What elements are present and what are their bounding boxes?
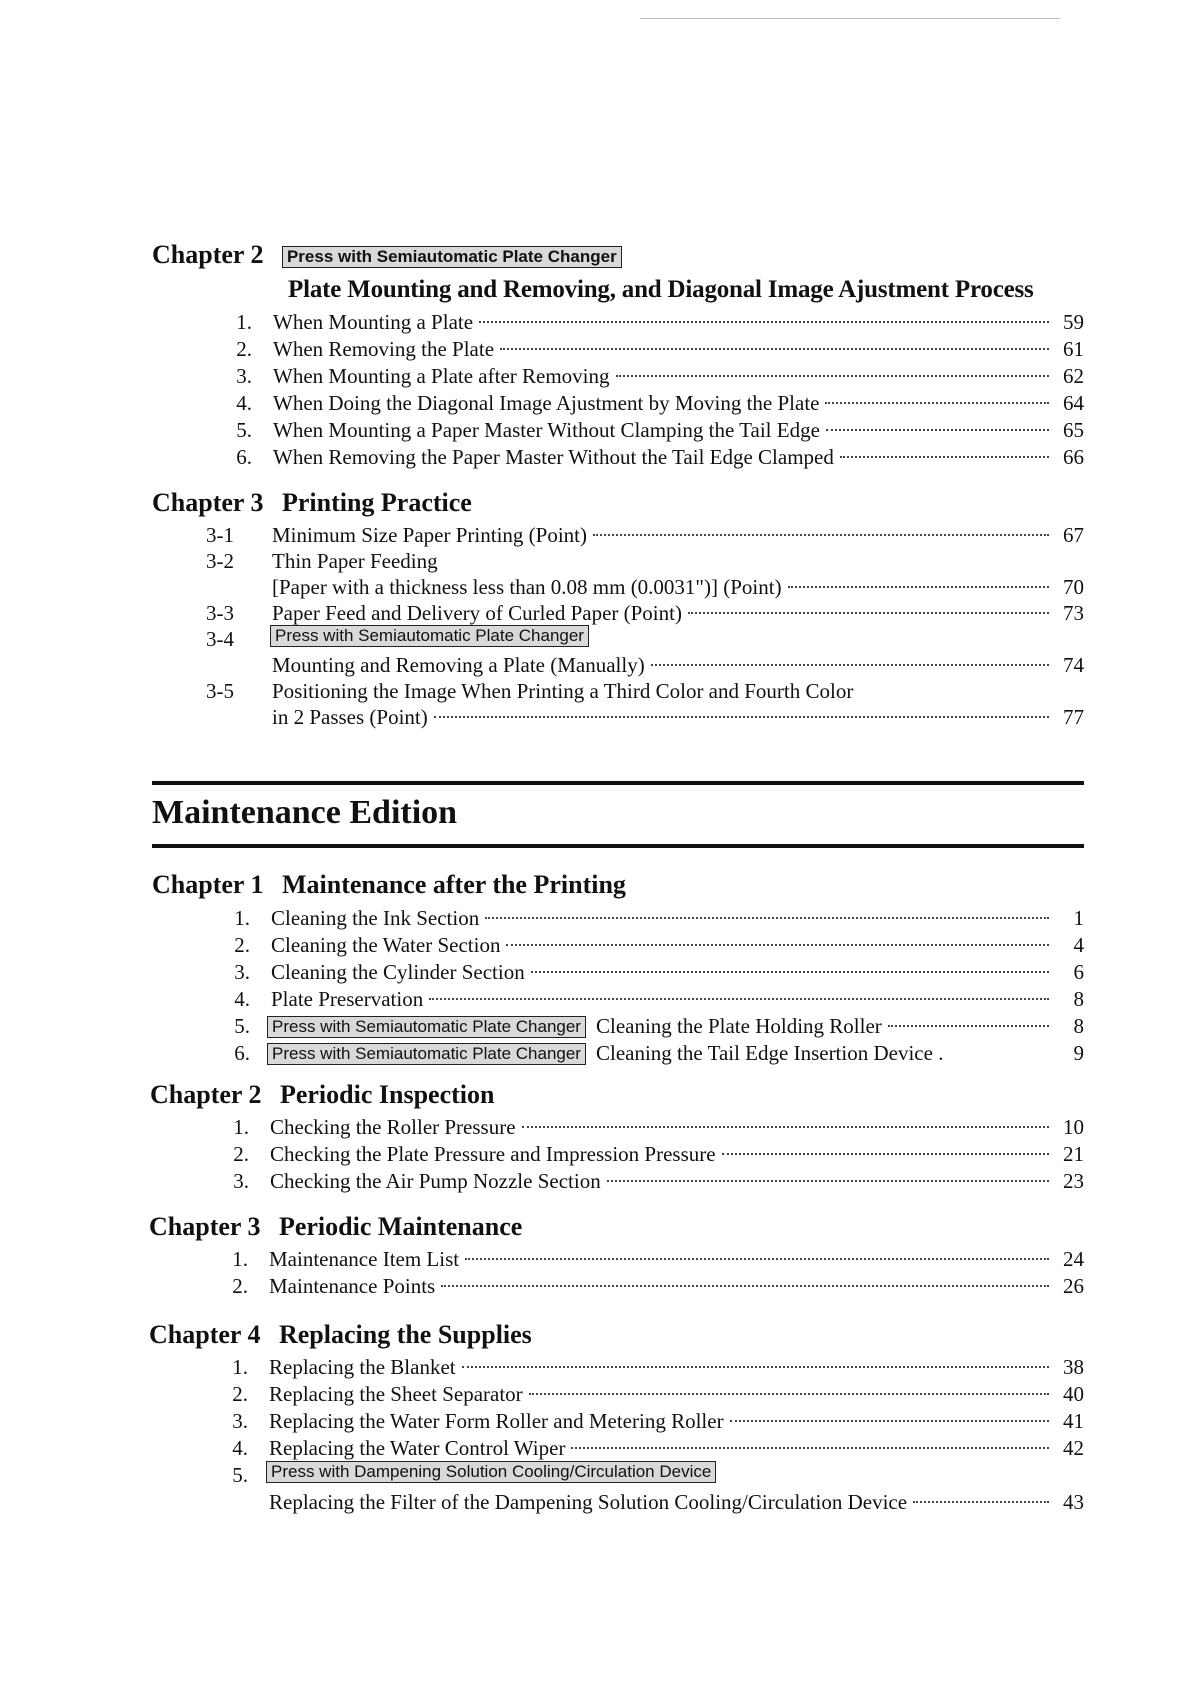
entry-text: in 2 Passes (Point): [272, 705, 428, 729]
entry-text: Paper Feed and Delivery of Curled Paper (Point): [272, 601, 682, 625]
dot-leader: [616, 375, 1049, 377]
dot-leader: [788, 586, 1049, 588]
entry-text: Checking the Roller Pressure: [270, 1115, 516, 1139]
entry-text: When Mounting a Plate: [273, 310, 474, 334]
entry-number: 3.: [232, 1409, 248, 1433]
entry-number: 5.: [236, 418, 252, 442]
dot-leader: [888, 1025, 1049, 1027]
entry-number: 2.: [232, 1382, 248, 1406]
entry-text: Replacing the Blanket: [269, 1355, 456, 1379]
chapter-title: Printing Practice: [281, 488, 472, 517]
entry-page: 42: [1063, 1436, 1084, 1460]
chapter-heading: [150, 1080, 494, 1110]
entry-page: 4: [1073, 933, 1084, 957]
toc-entry[interactable]: [0, 1246, 1188, 1272]
entry-page: 41: [1063, 1409, 1084, 1433]
entry-text: Maintenance Points: [269, 1274, 436, 1298]
chapter-title: Periodic Inspection: [279, 1080, 495, 1109]
entry-text: When Doing the Diagonal Image Ajustment by Moving the Plate: [273, 391, 820, 415]
entry-page: 1: [1073, 906, 1084, 930]
chapter-title: Periodic Maintenance: [278, 1212, 523, 1241]
toc-entry[interactable]: [0, 363, 1188, 389]
entry-number: 5.: [232, 1463, 248, 1487]
toc-entry[interactable]: [0, 1013, 1188, 1039]
entry-text: Checking the Air Pump Nozzle Section: [270, 1169, 601, 1193]
toc-entry[interactable]: [0, 1462, 1188, 1488]
entry-number: 1.: [236, 310, 252, 334]
entry-page: 26: [1063, 1274, 1084, 1298]
press-tag: Press with Semiautomatic Plate Changer: [267, 1043, 586, 1065]
toc-entry[interactable]: [0, 1408, 1188, 1434]
toc-entry[interactable]: [0, 336, 1188, 362]
toc-entry[interactable]: [0, 1114, 1188, 1140]
dot-leader: [571, 1447, 1049, 1449]
toc-entry[interactable]: [0, 1040, 1188, 1066]
chapter-label: Chapter 2: [150, 1080, 262, 1109]
dot-leader: [840, 456, 1049, 458]
press-tag: Press with Semiautomatic Plate Changer: [270, 625, 589, 647]
scan-artifact-line: [640, 18, 1060, 19]
toc-entry[interactable]: [0, 986, 1188, 1012]
entry-text: Replacing the Filter of the Dampening Solution Cooling/Circulation Device: [269, 1490, 908, 1514]
entry-number: 2.: [232, 1274, 248, 1298]
section-rule-top: [152, 781, 1084, 785]
entry-text: When Mounting a Plate after Removing: [273, 364, 610, 388]
dot-leader: [429, 998, 1049, 1000]
toc-entry[interactable]: [0, 522, 1188, 548]
entry-number: 3-1: [206, 523, 234, 547]
entry-page: 9: [1073, 1041, 1084, 1065]
entry-text: Thin Paper Feeding: [272, 549, 438, 573]
toc-entry[interactable]: [0, 1273, 1188, 1299]
entry-text: Replacing the Sheet Separator: [269, 1382, 523, 1406]
toc-entry[interactable]: [0, 1354, 1188, 1380]
entry-page: 21: [1063, 1142, 1084, 1166]
entry-number: 4.: [234, 987, 250, 1011]
chapter-label: Chapter 1: [152, 870, 264, 899]
entry-page: 24: [1063, 1247, 1084, 1271]
entry-text: Minimum Size Paper Printing (Point): [272, 523, 587, 547]
toc-entry[interactable]: [0, 309, 1188, 335]
chapter-label: Chapter 4: [149, 1320, 261, 1349]
toc-entry[interactable]: [0, 1141, 1188, 1167]
dot-leader: [730, 1420, 1049, 1422]
entry-text: When Removing the Plate: [273, 337, 495, 361]
toc-entry[interactable]: [0, 905, 1188, 931]
entry-number: 3.: [233, 1169, 249, 1193]
toc-entry[interactable]: [0, 1435, 1188, 1461]
entry-page: 62: [1063, 364, 1084, 388]
toc-entry[interactable]: [0, 932, 1188, 958]
entry-page: 73: [1063, 601, 1084, 625]
toc-entry[interactable]: [0, 1381, 1188, 1407]
dot-leader: [506, 944, 1049, 946]
press-tag: Press with Semiautomatic Plate Changer: [282, 246, 622, 268]
chapter-title: Maintenance after the Printing: [281, 870, 626, 899]
press-tag: Press with Dampening Solution Cooling/Circulation Device: [266, 1461, 716, 1483]
chapter-label: Chapter 3: [149, 1212, 261, 1241]
chapter-heading: [152, 240, 622, 270]
dot-leader: [607, 1180, 1049, 1182]
chapter-label: Chapter 2: [152, 240, 264, 269]
chapter-heading: [152, 870, 626, 900]
entry-page: 59: [1063, 310, 1084, 334]
entry-page: 77: [1063, 705, 1084, 729]
toc-entry[interactable]: [0, 626, 1188, 652]
entry-page: 43: [1063, 1490, 1084, 1514]
entry-text: Cleaning the Cylinder Section: [271, 960, 525, 984]
toc-entry[interactable]: [0, 1168, 1188, 1194]
entry-number: 4.: [232, 1436, 248, 1460]
toc-entry[interactable]: [0, 417, 1188, 443]
entry-text: Positioning the Image When Printing a Third Color and Fourth Color: [272, 679, 854, 703]
entry-number: 3.: [234, 960, 250, 984]
entry-number: 5.: [234, 1014, 250, 1038]
dot-leader: [485, 917, 1049, 919]
entry-number: 1.: [232, 1355, 248, 1379]
entry-text: Cleaning the Plate Holding Roller: [595, 1014, 882, 1038]
dot-leader: [531, 971, 1049, 973]
entry-text: Cleaning the Tail Edge Insertion Device .: [595, 1041, 944, 1065]
dot-leader: [913, 1501, 1049, 1503]
chapter-label: Chapter 3: [152, 488, 264, 517]
entry-page: 40: [1063, 1382, 1084, 1406]
toc-entry-continuation[interactable]: [0, 652, 1188, 678]
entry-number: 1.: [233, 1115, 249, 1139]
entry-text: When Removing the Paper Master Without the Tail Edge Clamped: [273, 445, 834, 469]
entry-page: 64: [1063, 391, 1084, 415]
entry-number: 3.: [236, 364, 252, 388]
entry-number: 4.: [236, 391, 252, 415]
entry-page: 61: [1063, 337, 1084, 361]
toc-entry[interactable]: [0, 678, 1188, 704]
entry-page: 38: [1063, 1355, 1084, 1379]
entry-number: 1.: [234, 906, 250, 930]
toc-entry-continuation[interactable]: [0, 704, 1188, 730]
chapter-heading: [149, 1320, 532, 1350]
dot-leader: [825, 402, 1049, 404]
edition-title: Maintenance Edition: [152, 794, 458, 831]
entry-text: Cleaning the Water Section: [271, 933, 501, 957]
entry-number: 2.: [234, 933, 250, 957]
entry-number: 1.: [232, 1247, 248, 1271]
entry-text: Checking the Plate Pressure and Impression Pressure: [270, 1142, 716, 1166]
entry-number: 3-3: [206, 601, 234, 625]
toc-entry-continuation[interactable]: [0, 574, 1188, 600]
chapter-subtitle: Plate Mounting and Removing, and Diagonal Image Ajustment Process: [288, 276, 1034, 303]
entry-page: 65: [1063, 418, 1084, 442]
chapter-heading: [149, 1212, 522, 1242]
dot-leader: [522, 1126, 1049, 1128]
toc-entry[interactable]: [0, 600, 1188, 626]
entry-page: 10: [1063, 1115, 1084, 1139]
chapter-heading: [152, 488, 472, 518]
dot-leader: [465, 1258, 1049, 1260]
dot-leader: [434, 716, 1049, 718]
dot-leader: [826, 429, 1049, 431]
toc-entry[interactable]: [0, 390, 1188, 416]
dot-leader: [441, 1285, 1049, 1287]
dot-leader: [500, 348, 1049, 350]
toc-entry[interactable]: [0, 444, 1188, 470]
dot-leader: [688, 612, 1049, 614]
entry-number: 3-2: [206, 549, 234, 573]
entry-page: 8: [1073, 1014, 1084, 1038]
section-rule-bottom: [152, 844, 1084, 848]
entry-text: Replacing the Water Form Roller and Metering Roller: [269, 1409, 724, 1433]
entry-page: 67: [1063, 523, 1084, 547]
chapter-title: Replacing the Supplies: [278, 1320, 532, 1349]
entry-text: Maintenance Item List: [269, 1247, 460, 1271]
press-tag: Press with Semiautomatic Plate Changer: [267, 1016, 586, 1038]
entry-number: 3-5: [206, 679, 234, 703]
toc-entry[interactable]: [0, 548, 1188, 574]
entry-page: 23: [1063, 1169, 1084, 1193]
dot-leader: [529, 1393, 1049, 1395]
dot-leader: [462, 1366, 1049, 1368]
entry-number: 6.: [236, 445, 252, 469]
entry-text: Plate Preservation: [271, 987, 424, 1011]
toc-entry[interactable]: [0, 959, 1188, 985]
entry-number: 2.: [236, 337, 252, 361]
toc-entry-continuation[interactable]: [0, 1489, 1188, 1515]
entry-page: 70: [1063, 575, 1084, 599]
entry-text: Replacing the Water Control Wiper: [269, 1436, 566, 1460]
dot-leader: [722, 1153, 1049, 1155]
entry-text: Cleaning the Ink Section: [271, 906, 480, 930]
dot-leader: [651, 664, 1049, 666]
dot-leader: [593, 534, 1049, 536]
entry-page: 6: [1073, 960, 1084, 984]
entry-page: 66: [1063, 445, 1084, 469]
entry-number: 2.: [233, 1142, 249, 1166]
entry-text: When Mounting a Paper Master Without Clamping the Tail Edge: [273, 418, 820, 442]
entry-number: 3-4: [206, 627, 234, 651]
entry-number: 6.: [234, 1041, 250, 1065]
entry-page: 8: [1073, 987, 1084, 1011]
entry-page: 74: [1063, 653, 1084, 677]
dot-leader: [479, 321, 1049, 323]
entry-text: [Paper with a thickness less than 0.08 mm (0.0031")] (Point): [272, 575, 782, 599]
entry-text: Mounting and Removing a Plate (Manually): [272, 653, 645, 677]
